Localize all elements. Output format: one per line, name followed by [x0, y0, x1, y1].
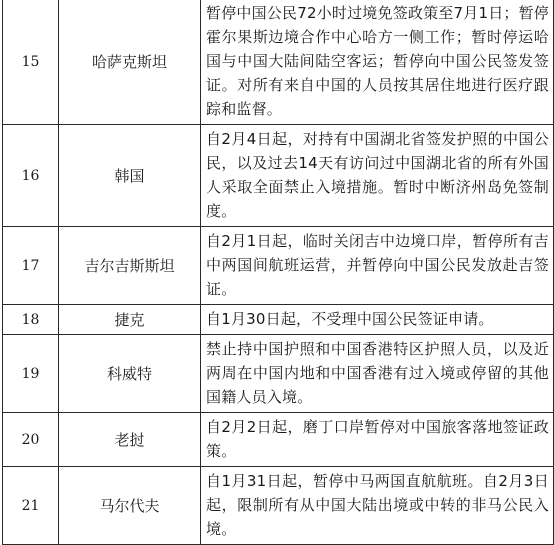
table-row — [3, 305, 554, 335]
country-name: 韩国 — [59, 125, 201, 227]
measure-text: 暂停中国公民72小时过境免签政策至7月1日；暂停霍尔果斯边境合作中心哈方一侧工作；暂时停运哈国与中国大陆间陆空客运；暂停向中国公民签发签证。对所有来自中国的人员按其居住地进行医疗跟踪和监督。 — [201, 0, 554, 125]
country-name: 吉尔吉斯斯坦 — [59, 227, 201, 305]
row-number: 16 — [3, 125, 59, 227]
measure-text: 自2月4日起，对持有中国湖北省签发护照的中国公民，以及过去14天有访问过中国湖北省的所有外国人采取全面禁止入境措施。暂时中断济州岛免签制度。 — [201, 125, 554, 227]
measure-text: 自2月1日起，临时关闭吉中边境口岸，暂停所有吉中两国间航班运营，并暂停向中国公民发放赴吉签证。 — [201, 227, 554, 305]
measure-text: 自1月30日起，不受理中国公民签证申请。 — [201, 305, 554, 335]
row-number: 18 — [3, 305, 59, 335]
row-number: 17 — [3, 227, 59, 305]
table-row — [3, 413, 554, 467]
row-number: 19 — [3, 335, 59, 413]
measures-table — [2, 0, 554, 545]
table-row — [3, 227, 554, 305]
country-name: 马尔代夫 — [59, 467, 201, 545]
measure-text: 自1月31日起，暂停中马两国直航航班。自2月3日起，限制所有从中国大陆出境或中转的非马公民入境。 — [201, 467, 554, 545]
country-name: 老挝 — [59, 413, 201, 467]
row-number: 21 — [3, 467, 59, 545]
table-row — [3, 125, 554, 227]
country-name: 捷克 — [59, 305, 201, 335]
table-row — [3, 467, 554, 545]
table-row — [3, 0, 554, 125]
measure-text: 自2月2日起，磨丁口岸暂停对中国旅客落地签证政策。 — [201, 413, 554, 467]
row-number: 20 — [3, 413, 59, 467]
row-number: 15 — [3, 0, 59, 125]
table-row — [3, 335, 554, 413]
country-name: 科威特 — [59, 335, 201, 413]
country-name: 哈萨克斯坦 — [59, 0, 201, 125]
measure-text: 禁止持中国护照和中国香港特区护照人员，以及近两周在中国内地和中国香港有过入境或停留的其他国籍人员入境。 — [201, 335, 554, 413]
